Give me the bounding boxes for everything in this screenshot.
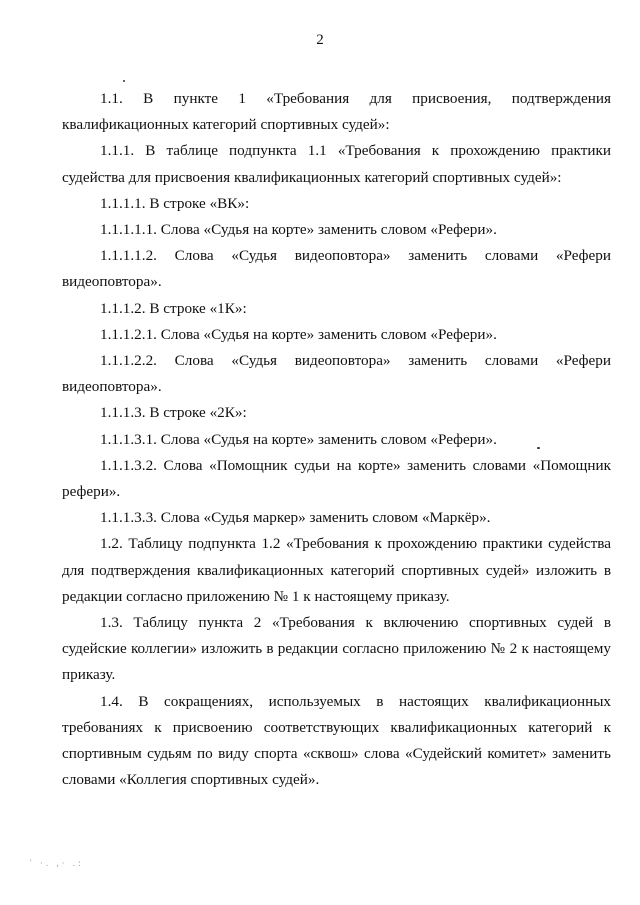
scan-speck [123,80,125,82]
paragraph-1-1-1-1: 1.1.1.1. В строке «ВК»: [100,194,250,212]
paragraph-1-1-1-2-2: 1.1.1.2.2. Слова «Судья видеоповтора» заменить словами «Рефери видеоповтора». [62,352,611,396]
paragraph-1-1-1-3: 1.1.1.3. В строке «2К»: [100,404,247,422]
scan-speck [537,447,540,449]
paragraph-1-1-1-3-2: 1.1.1.3.2. Слова «Помощник судьи на корте» заменить словами «Помощник рефери». [62,456,611,501]
paragraph-1-1-1-1-2: 1.1.1.1.2. Слова «Судья видеоповтора» заменить словами «Рефери видеоповтора». [62,247,611,291]
paragraph-1-1-1-1-1: 1.1.1.1.1. Слова «Судья на корте» заменить словом «Рефери». [100,221,497,239]
paragraph-1-4: 1.4. В сокращениях, используемых в настоящих квалификационных требованиях к присвоению соответствующих квалификационных категорий к спортивным судьям по виду спорта «сквош» слова «Судейский комитет» заменить словами «Коллегия спортивных судей». [62,692,611,789]
document-body [62,86,611,793]
paragraph-1-1: 1.1. В пункте 1 «Требования для присвоения, подтверждения квалификационных категорий спортивных судей»: [62,90,611,134]
scan-noise-mark: ' ·. ,· .: [30,858,84,868]
paragraph-1-1-1: 1.1.1. В таблице подпункта 1.1 «Требования к прохождению практики судейства для присвоения квалификационных категорий спортивных судей»: [62,142,611,186]
page-number: 2 [316,32,324,48]
paragraph-1-1-1-3-1: 1.1.1.3.1. Слова «Судья на корте» заменить словом «Рефери». [100,430,497,448]
paragraph-1-1-1-2-1: 1.1.1.2.1. Слова «Судья на корте» заменить словом «Рефери». [100,325,497,343]
paragraph-1-2: 1.2. Таблицу подпункта 1.2 «Требования к прохождению практики судейства для подтверждения квалификационных категорий спортивных судей» изложить в редакции согласно приложению № 1 к настоящему приказу. [62,535,611,605]
paragraph-1-1-1-2: 1.1.1.2. В строке «1К»: [100,299,247,317]
paragraph-1-3: 1.3. Таблицу пункта 2 «Требования к включению спортивных судей в судейские коллегии» изложить в редакции согласно приложению № 2 к настоящему приказу. [62,614,611,684]
paragraph-1-1-1-3-3: 1.1.1.3.3. Слова «Судья маркер» заменить словом «Маркёр». [100,509,491,527]
